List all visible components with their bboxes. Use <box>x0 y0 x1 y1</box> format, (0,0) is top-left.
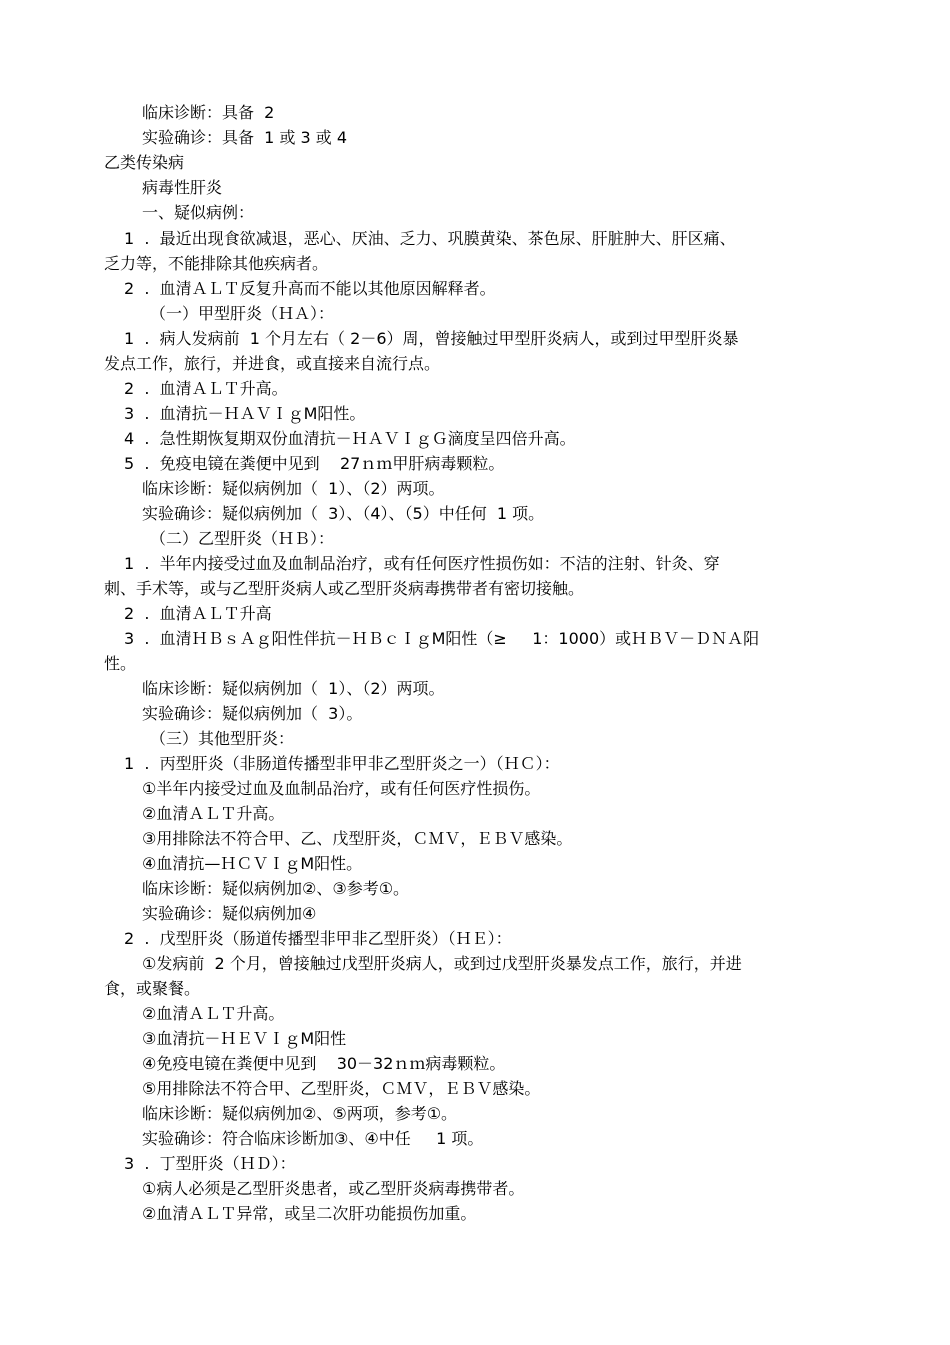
section-heading: 病毒性肝炎 <box>142 178 223 197</box>
text-line: 性。 <box>104 654 137 673</box>
text-line: 4 . 急性期恢复期双份血清抗－ＨＡＶＩｇＧ滴度呈四倍升高。 <box>124 429 576 448</box>
subsection-heading: （三）其他型肝炎： <box>150 729 295 748</box>
text-line: ②血清ＡＬＴ异常，或呈二次肝功能损伤加重。 <box>142 1204 477 1223</box>
text-line: 实验确诊：符合临床诊断加③、④中任 1 项。 <box>142 1129 484 1148</box>
subsection-heading: （一）甲型肝炎（ＨＡ）： <box>150 304 335 323</box>
text-line: 2 . 血清ＡＬＴ升高 <box>124 604 272 623</box>
text-line: 2 . 血清ＡＬＴ升高。 <box>124 379 288 398</box>
text-line: 1 . 病人发病前 1 个月左右（ 2－6）周，曾接触过甲型肝炎病人，或到过甲型肝炎暴 <box>124 329 739 348</box>
text-line: 2 . 血清ＡＬＴ反复升高而不能以其他原因解释者。 <box>124 279 496 298</box>
text-line: 1 . 最近出现食欲减退，恶心、厌油、乏力、巩膜黄染、茶色尿、肝脏肿大、肝区痛、 <box>124 229 736 248</box>
text-line: ③血清抗－ＨＥＶＩｇM阳性 <box>142 1029 347 1048</box>
text-line: 发点工作，旅行，并进食，或直接来自流行点。 <box>104 354 441 373</box>
text-line: ④血清抗—ＨＣＶＩｇM阳性。 <box>142 854 363 873</box>
text-line: 刺、手术等，或与乙型肝炎病人或乙型肝炎病毒携带者有密切接触。 <box>104 579 585 598</box>
text-line: 实验确诊：疑似病例加④ <box>142 904 317 923</box>
section-heading: 乙类传染病 <box>104 153 185 172</box>
text-line: 3 . 血清抗－ＨＡＶＩｇM阳性。 <box>124 404 366 423</box>
text-line: 实验确诊：具备 1 或 3 或 4 <box>142 128 348 147</box>
text-line: 1 . 半年内接受过血及血制品治疗，或有任何医疗性损伤如：不洁的注射、针灸、穿 <box>124 554 720 573</box>
text-line: 食，或聚餐。 <box>104 979 201 998</box>
text-line: 临床诊断：疑似病例加（ 1）、（2）两项。 <box>142 679 445 698</box>
text-line: 5 . 免疫电镜在粪便中见到 27ｎｍ甲肝病毒颗粒。 <box>124 454 505 473</box>
text-line: 乏力等，不能排除其他疾病者。 <box>104 254 329 273</box>
text-line: 实验确诊：疑似病例加（ 3）。 <box>142 704 363 723</box>
text-line: ②血清ＡＬＴ升高。 <box>142 1004 285 1023</box>
subsection-heading: 一、疑似病例： <box>142 203 255 222</box>
text-line: ④免疫电镜在粪便中见到 30－32ｎｍ病毒颗粒。 <box>142 1054 506 1073</box>
text-line: 实验确诊：疑似病例加（ 3）、（4）、（5）中任何 1 项。 <box>142 504 545 523</box>
text-line: ⑤用排除法不符合甲、乙型肝炎，ＣＭＶ，ＥＢＶ感染。 <box>142 1079 541 1098</box>
text-line: 临床诊断：具备 2 <box>142 103 275 122</box>
subsection-heading: （二）乙型肝炎（ＨＢ）： <box>150 529 335 548</box>
text-line: 临床诊断：疑似病例加②、⑤两项，参考①。 <box>142 1104 458 1123</box>
text-line: ①病人必须是乙型肝炎患者，或乙型肝炎病毒携带者。 <box>142 1179 525 1198</box>
text-line: ②血清ＡＬＴ升高。 <box>142 804 285 823</box>
text-line: 3 . 丁型肝炎（ＨＤ）： <box>124 1154 296 1173</box>
text-line: 2 . 戊型肝炎（肠道传播型非甲非乙型肝炎）（ＨＥ）： <box>124 929 512 948</box>
text-line: 临床诊断：疑似病例加（ 1）、（2）两项。 <box>142 479 445 498</box>
text-line: 3 . 血清ＨＢｓＡｇ阳性伴抗－ＨＢｃＩｇM阳性（≥ 1：1000）或ＨＢＶ－ＤＮＡ阳 <box>124 629 760 648</box>
text-line: ①半年内接受过血及血制品治疗，或有任何医疗性损伤。 <box>142 779 541 798</box>
text-line: ③用排除法不符合甲、乙、戊型肝炎，ＣＭＶ，ＥＢＶ感染。 <box>142 829 573 848</box>
text-line: 1 . 丙型肝炎（非肠道传播型非甲非乙型肝炎之一）（ＨＣ）： <box>124 754 560 773</box>
text-line: 临床诊断：疑似病例加②、③参考①。 <box>142 879 410 898</box>
text-line: ①发病前 2 个月，曾接触过戊型肝炎病人，或到过戊型肝炎暴发点工作，旅行，并进 <box>142 954 742 973</box>
